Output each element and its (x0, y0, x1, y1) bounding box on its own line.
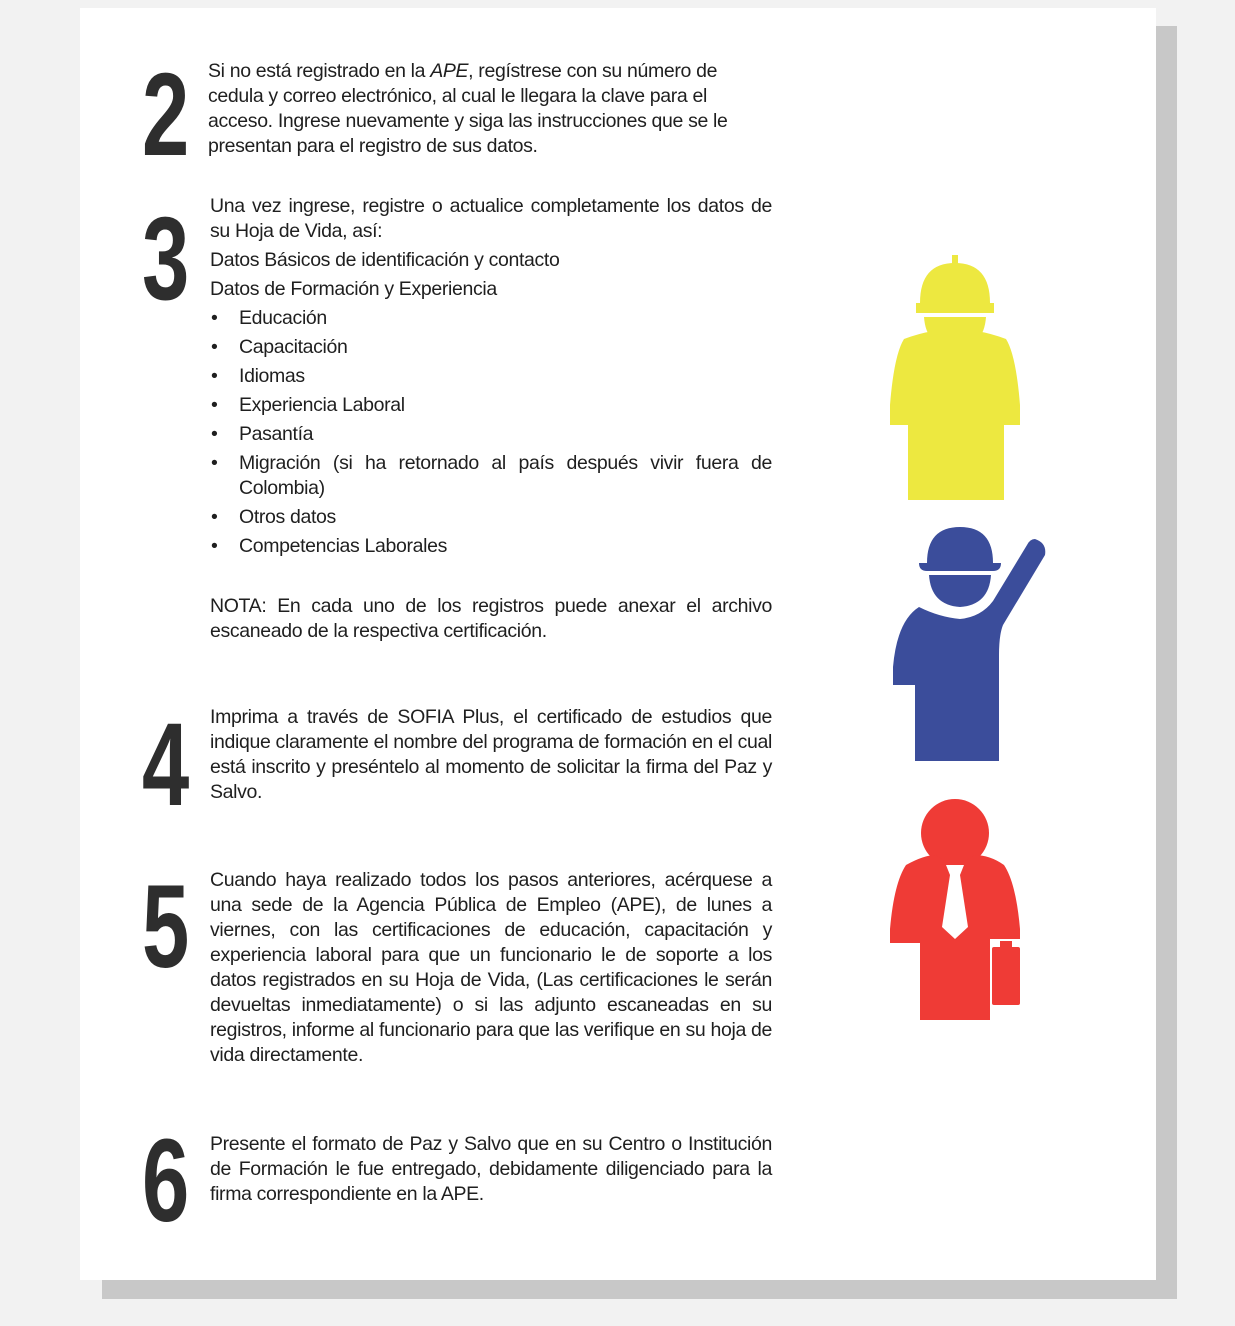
bullet-item: • Experiencia Laboral (210, 393, 772, 418)
bullet-item: • Migración (si ha retornado al país después vivir fuera de Colombia) (210, 451, 772, 501)
bullet-item: • Competencias Laborales (210, 534, 772, 559)
step-4-text: Imprima a través de SOFIA Plus, el certificado de estudios que indique claramente el nombre del programa de formación en el cual está inscrito y preséntelo al momento de solicitar la firma del Paz y Salvo. (210, 706, 772, 803)
worker-waving-icon (885, 525, 1055, 765)
step-3-text (210, 194, 772, 563)
step-number-6: 6 (142, 1115, 188, 1247)
bullet-item: • Otros datos (210, 505, 772, 530)
step-3-intro: Una vez ingrese, registre o actualice completamente los datos de su Hoja de Vida, así: (210, 195, 772, 242)
worker-hardhat-icon (880, 255, 1030, 505)
step-3-line-2: Datos de Formación y Experiencia (210, 278, 497, 300)
step-number-2: 2 (142, 49, 188, 181)
step-2-text-start: Si no está registrado en la (208, 60, 431, 82)
businessman-briefcase-icon (880, 795, 1030, 1025)
bullet-item: • Educación (210, 306, 772, 331)
step-3-bullet-list (210, 306, 772, 559)
bullet-item: • Pasantía (210, 422, 772, 447)
bullet-item: • Capacitación (210, 335, 772, 360)
step-6-text: Presente el formato de Paz y Salvo que en su Centro o Institución de Formación le fue entregado, debidamente diligenciado para la firma correspondiente en la APE. (210, 1133, 772, 1205)
step-3-note: NOTA: En cada uno de los registros puede anexar el archivo escaneado de la respectiva certificación. (210, 595, 772, 642)
step-number-5: 5 (142, 861, 188, 993)
step-5-text: Cuando haya realizado todos los pasos anteriores, acérquese a una sede de la Agencia Pública de Empleo (APE), de lunes a viernes, con las certificaciones de educación, capacitación y experiencia laboral para que un funcionario le de soporte a los datos registrados en su Hoja de Vida, (Las certificaciones le serán devueltas inmediatamente) o si las adjunto escaneadas en su registros, informe al funcionario para que las verifique en su hoja de vida directamente. (210, 869, 772, 1066)
step-number-3: 3 (142, 193, 188, 325)
step-2-text-end: , regístrese con su número de cedula y correo electrónico, al cual le llegara la clave para el acceso. Ingrese nuevamente y siga las instrucciones que se le presentan para el registro de sus datos. (208, 60, 728, 157)
step-2-emphasis: APE (430, 60, 469, 82)
step-2-text (208, 59, 753, 159)
step-3-line-1: Datos Básicos de identificación y contacto (210, 249, 560, 271)
step-number-4: 4 (142, 699, 188, 831)
bullet-item: • Idiomas (210, 364, 772, 389)
